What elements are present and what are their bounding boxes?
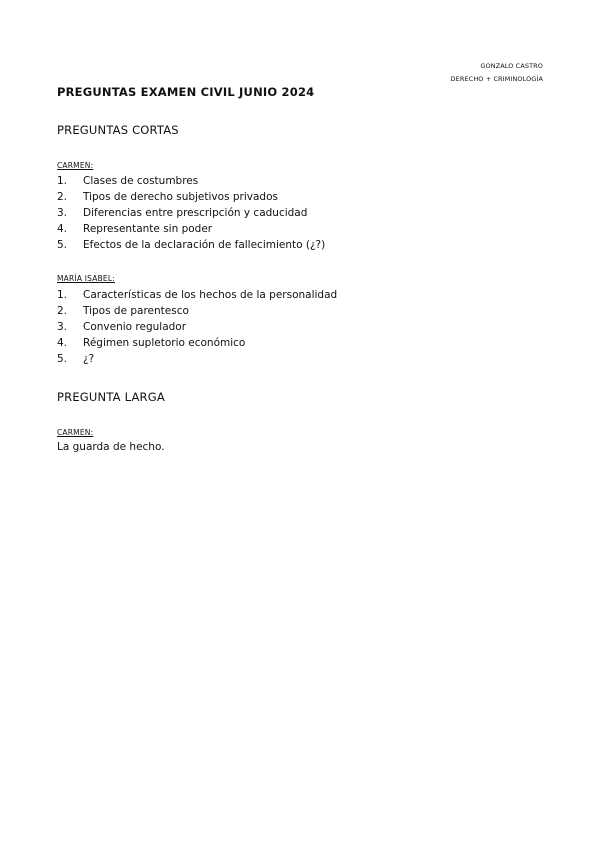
item-number: 1. (57, 175, 68, 187)
list-item (57, 205, 325, 221)
item-text: Características de los hechos de la personalidad (83, 289, 338, 301)
teacher-label-carmen: CARMEN: (57, 161, 94, 170)
list-item (57, 287, 337, 303)
list-item (57, 319, 337, 335)
question-list-carmen (57, 173, 325, 253)
page-title: PREGUNTAS EXAMEN CIVIL JUNIO 2024 (57, 85, 315, 99)
item-text: Convenio regulador (83, 321, 187, 333)
list-item (57, 303, 337, 319)
item-number: 3. (57, 321, 68, 333)
long-question-heading: PREGUNTA LARGA (57, 390, 165, 404)
item-number: 5. (57, 239, 68, 251)
list-item (57, 237, 325, 253)
item-text: Representante sin poder (83, 223, 213, 235)
author-name: GONZALO CASTRO (480, 62, 543, 70)
item-number: 3. (57, 207, 68, 219)
item-number: 1. (57, 289, 68, 301)
list-item (57, 173, 325, 189)
item-number: 2. (57, 191, 68, 203)
item-text: Tipos de parentesco (83, 305, 189, 317)
item-number: 2. (57, 305, 68, 317)
list-item (57, 189, 325, 205)
item-text: Efectos de la declaración de fallecimiento (¿?) (83, 239, 326, 251)
list-item (57, 221, 325, 237)
item-text: ¿? (83, 353, 95, 365)
item-number: 5. (57, 353, 68, 365)
short-questions-heading: PREGUNTAS CORTAS (57, 123, 179, 137)
document-header (451, 60, 543, 86)
teacher-label-carmen-long: CARMEN: (57, 428, 94, 437)
list-item (57, 335, 337, 351)
teacher-label-maria-isabel: MARÍA ISABEL: (57, 274, 115, 283)
list-item (57, 351, 337, 367)
degree-name: DERECHO + CRIMINOLOGÍA (450, 75, 543, 83)
item-text: Tipos de derecho subjetivos privados (83, 191, 278, 203)
item-text: Diferencias entre prescripción y caducidad (83, 207, 308, 219)
item-number: 4. (57, 337, 68, 349)
item-number: 4. (57, 223, 68, 235)
long-question-text: La guarda de hecho. (57, 441, 165, 453)
item-text: Régimen supletorio económico (83, 337, 246, 349)
item-text: Clases de costumbres (83, 175, 199, 187)
question-list-maria-isabel (57, 287, 337, 367)
